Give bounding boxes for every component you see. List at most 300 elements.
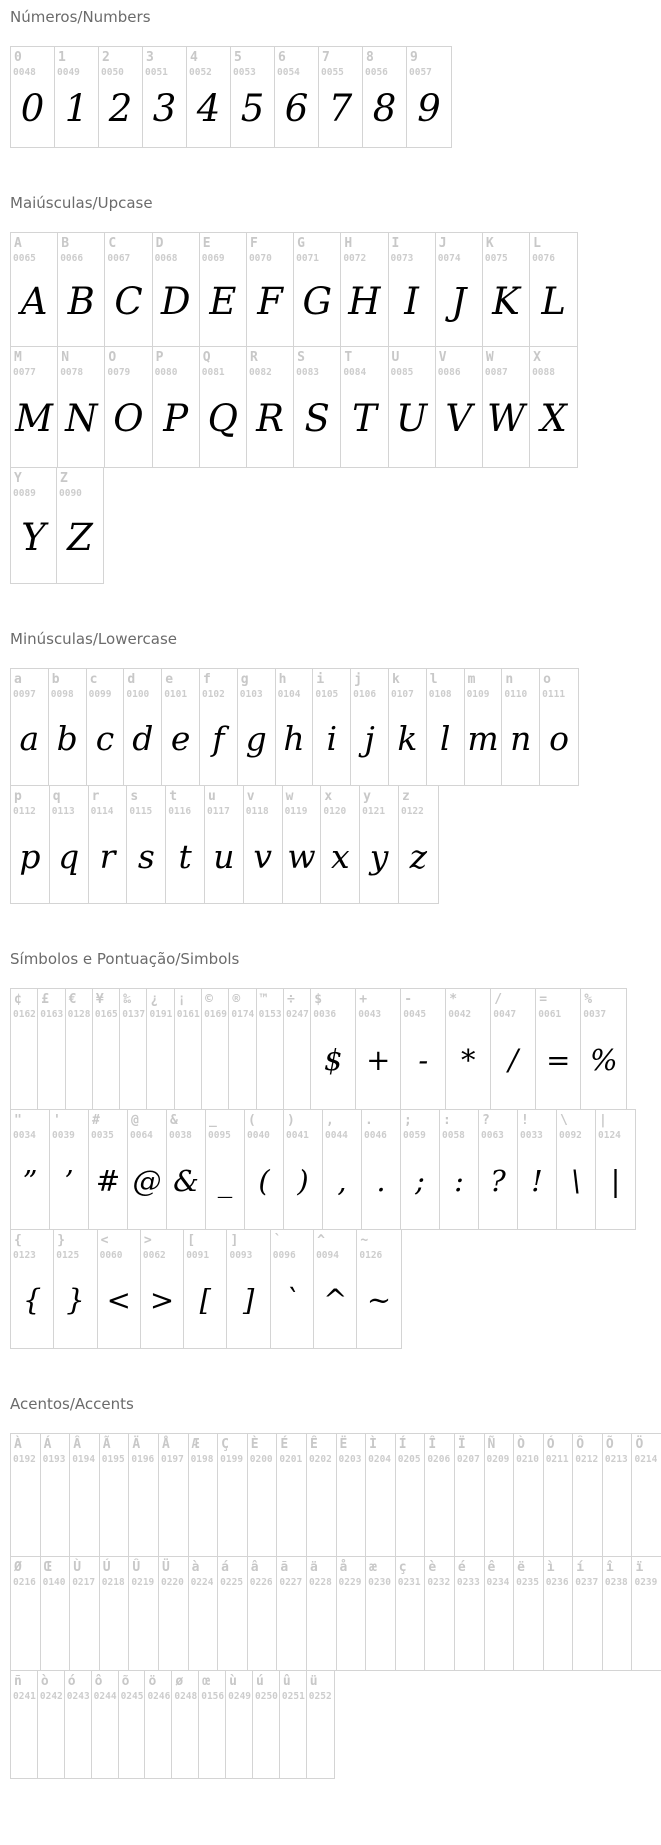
char-cell-0209	[485, 1434, 515, 1556]
char-cell-0034	[11, 1110, 50, 1229]
char-glyph: ,	[337, 1163, 347, 1198]
char-cell-0238	[603, 1557, 633, 1670]
char-unicode-code: 0233	[456, 1577, 480, 1588]
char-label: <	[100, 1233, 109, 1248]
char-label: (	[248, 1113, 256, 1128]
char-cell-0228	[307, 1557, 337, 1670]
char-label: Â	[73, 1437, 82, 1452]
char-unicode-code: 0220	[160, 1577, 184, 1588]
char-cell-0165	[93, 989, 120, 1109]
char-label: *	[449, 992, 458, 1007]
char-glyph: 8	[372, 87, 397, 130]
char-cell-0126	[357, 1230, 400, 1348]
char-label: D	[155, 236, 164, 251]
char-glyph: )	[297, 1163, 309, 1198]
char-unicode-code: 0042	[448, 1009, 472, 1020]
char-glyph: 2	[108, 87, 133, 130]
char-cell-0201	[277, 1434, 307, 1556]
char-label: Ù	[73, 1560, 82, 1575]
char-label: ©	[205, 992, 213, 1007]
char-unicode-code: 0043	[358, 1009, 382, 1020]
char-label: ;	[404, 1113, 412, 1128]
char-cell-0110	[502, 669, 540, 785]
char-glyph: W	[486, 397, 525, 440]
char-cell-0207	[455, 1434, 485, 1556]
char-cell-0174	[229, 989, 256, 1109]
char-unicode-code: 0072	[343, 253, 367, 264]
char-cell-0105	[313, 669, 351, 785]
char-label: Æ	[191, 1437, 200, 1452]
char-unicode-code: 0039	[52, 1130, 75, 1141]
char-unicode-code: 0052	[189, 67, 212, 78]
char-cell-0038	[167, 1110, 206, 1229]
char-label: o	[543, 672, 551, 687]
char-unicode-code: 0035	[91, 1130, 114, 1141]
char-cell-0064	[128, 1110, 167, 1229]
char-label: H	[344, 236, 353, 251]
char-unicode-code: 0066	[60, 253, 84, 264]
char-glyph	[41, 1465, 70, 1556]
char-unicode-code: 0196	[131, 1454, 155, 1465]
char-label: 7	[322, 50, 330, 65]
char-label: ò	[40, 1674, 49, 1689]
char-glyph: 0	[20, 87, 45, 130]
char-cell-0123	[11, 1230, 54, 1348]
char-unicode-code: 0226	[249, 1577, 273, 1588]
char-unicode-code: 0080	[154, 367, 178, 378]
char-glyph	[425, 1588, 454, 1670]
char-cell-0198	[189, 1434, 219, 1556]
char-unicode-code: 0091	[186, 1250, 210, 1261]
char-unicode-code: 0079	[107, 367, 131, 378]
char-unicode-code: 0078	[60, 367, 84, 378]
glyph-row	[10, 1670, 335, 1779]
char-glyph	[41, 1588, 70, 1670]
char-glyph: $	[324, 1043, 343, 1077]
char-unicode-code: 0088	[532, 367, 555, 378]
char-label: P	[155, 350, 164, 365]
char-unicode-code: 0110	[504, 689, 528, 700]
char-glyph: O	[113, 397, 144, 440]
char-label: Í	[398, 1437, 407, 1452]
char-unicode-code: 0034	[13, 1130, 36, 1141]
char-label: h	[278, 672, 287, 687]
char-glyph: *	[461, 1043, 476, 1077]
char-label: [	[187, 1233, 196, 1248]
char-label: x	[324, 789, 333, 804]
char-unicode-code: 0207	[456, 1454, 480, 1465]
char-cell-0080	[153, 347, 200, 467]
char-glyph: |	[610, 1163, 621, 1198]
char-unicode-code: 0198	[190, 1454, 214, 1465]
char-unicode-code: 0227	[279, 1577, 303, 1588]
char-label: y	[363, 789, 371, 804]
char-unicode-code: 0041	[286, 1130, 309, 1141]
char-unicode-code: 0074	[437, 253, 461, 264]
char-glyph	[544, 1465, 573, 1556]
glyph-row	[10, 668, 579, 786]
char-cell-0213	[603, 1434, 633, 1556]
char-unicode-code: 0122	[400, 806, 424, 817]
char-unicode-code: 0124	[598, 1130, 621, 1141]
char-glyph	[11, 1020, 37, 1109]
char-label: €	[68, 992, 77, 1007]
char-unicode-code: 0114	[90, 806, 114, 817]
char-cell-0053	[231, 47, 275, 147]
char-glyph: E	[209, 279, 237, 323]
char-label: v	[246, 789, 255, 804]
char-unicode-code: 0251	[281, 1691, 305, 1702]
char-glyph: `	[284, 1283, 300, 1317]
char-unicode-code: 0103	[239, 689, 263, 700]
char-unicode-code: 0230	[368, 1577, 392, 1588]
char-cell-0163	[38, 989, 65, 1109]
char-label: )	[287, 1113, 295, 1128]
char-cell-0217	[70, 1557, 100, 1670]
char-glyph	[159, 1588, 188, 1670]
char-glyph	[93, 1020, 119, 1109]
char-glyph	[277, 1588, 306, 1670]
char-glyph	[425, 1465, 454, 1556]
char-cell-0044	[323, 1110, 362, 1229]
char-label: Ö	[635, 1437, 644, 1452]
char-glyph: k	[397, 719, 418, 758]
char-label: ¿	[150, 992, 159, 1007]
char-unicode-code: 0118	[245, 806, 269, 817]
char-label: k	[391, 672, 400, 687]
char-cell-0104	[276, 669, 314, 785]
char-unicode-code: 0096	[272, 1250, 296, 1261]
char-glyph: P	[163, 397, 189, 440]
char-glyph: D	[160, 279, 191, 323]
char-glyph	[202, 1020, 228, 1109]
char-unicode-code: 0156	[201, 1691, 225, 1702]
char-unicode-code: 0194	[72, 1454, 96, 1465]
char-label: ô	[94, 1674, 103, 1689]
char-glyph: m	[467, 719, 499, 758]
char-cell-0113	[50, 786, 89, 903]
char-cell-0203	[337, 1434, 367, 1556]
char-cell-0124	[596, 1110, 635, 1229]
char-cell-0109	[465, 669, 503, 785]
char-label: |	[599, 1113, 607, 1128]
char-cell-0211	[544, 1434, 574, 1556]
char-label: û	[282, 1674, 291, 1689]
char-label: J	[438, 236, 447, 251]
char-glyph	[199, 1702, 225, 1778]
char-unicode-code: 0037	[583, 1009, 607, 1020]
char-unicode-code: 0204	[368, 1454, 392, 1465]
char-glyph: w	[287, 836, 316, 876]
char-glyph	[11, 1588, 40, 1670]
char-label: w	[285, 789, 294, 804]
char-unicode-code: 0213	[604, 1454, 628, 1465]
char-cell-0246	[145, 1671, 172, 1778]
char-glyph	[218, 1588, 247, 1670]
char-glyph	[119, 1702, 145, 1778]
char-unicode-code: 0214	[634, 1454, 658, 1465]
section-title-accents: Acentos/Accents	[10, 1395, 134, 1413]
char-unicode-code: 0051	[145, 67, 168, 78]
char-cell-0111	[540, 669, 578, 785]
char-cell-0224	[189, 1557, 219, 1670]
char-label: ‰	[123, 992, 132, 1007]
char-unicode-code: 0033	[520, 1130, 543, 1141]
char-cell-0194	[70, 1434, 100, 1556]
char-unicode-code: 0112	[13, 806, 36, 817]
char-label: +	[359, 992, 368, 1007]
char-label: @	[131, 1113, 139, 1128]
char-glyph: c	[95, 719, 115, 758]
char-glyph	[632, 1465, 661, 1556]
char-unicode-code: 0199	[220, 1454, 244, 1465]
char-glyph: a	[19, 719, 40, 758]
char-glyph	[11, 1702, 37, 1778]
char-cell-0033	[518, 1110, 557, 1229]
char-cell-0072	[341, 233, 388, 346]
char-glyph: 1	[64, 87, 89, 130]
char-unicode-code: 0062	[142, 1250, 166, 1261]
char-cell-0082	[247, 347, 294, 467]
char-glyph: =	[546, 1043, 571, 1077]
char-unicode-code: 0063	[481, 1130, 504, 1141]
char-label: Õ	[605, 1437, 614, 1452]
char-glyph: d	[132, 719, 154, 758]
char-glyph	[248, 1465, 277, 1556]
section-symbols	[10, 950, 661, 1349]
char-label: Ã	[102, 1437, 111, 1452]
char-cell-0097	[11, 669, 49, 785]
char-unicode-code: 0069	[201, 253, 225, 264]
char-unicode-code: 0102	[201, 689, 225, 700]
char-cell-0061	[536, 989, 581, 1109]
char-label: Ø	[14, 1560, 22, 1575]
char-unicode-code: 0165	[94, 1009, 118, 1020]
char-label: u	[207, 789, 216, 804]
char-cell-0193	[41, 1434, 71, 1556]
char-cell-0083	[294, 347, 341, 467]
char-cell-0220	[159, 1557, 189, 1670]
char-glyph: L	[541, 279, 566, 323]
char-cell-0085	[389, 347, 436, 467]
char-cell-0248	[172, 1671, 199, 1778]
char-unicode-code: 0095	[208, 1130, 231, 1141]
char-label: ê	[487, 1560, 496, 1575]
char-label: q	[52, 789, 61, 804]
char-cell-0236	[544, 1557, 574, 1670]
char-unicode-code: 0111	[542, 689, 566, 700]
char-cell-0125	[54, 1230, 97, 1348]
char-glyph: z	[409, 836, 428, 876]
char-glyph	[366, 1465, 395, 1556]
char-glyph: (	[258, 1163, 270, 1198]
char-cell-0094	[314, 1230, 357, 1348]
char-unicode-code: 0239	[634, 1577, 658, 1588]
char-cell-0068	[153, 233, 200, 346]
char-unicode-code: 0224	[190, 1577, 214, 1588]
char-cell-0107	[389, 669, 427, 785]
char-glyph: ’	[64, 1163, 74, 1198]
character-map-sections	[10, 8, 661, 1779]
char-glyph	[544, 1588, 573, 1670]
char-cell-0096	[271, 1230, 314, 1348]
section-lowercase	[10, 630, 661, 904]
char-glyph	[159, 1465, 188, 1556]
char-unicode-code: 0101	[164, 689, 188, 700]
char-glyph	[603, 1588, 632, 1670]
char-glyph	[129, 1465, 158, 1556]
char-glyph: ?	[490, 1163, 506, 1198]
char-unicode-code: 0117	[206, 806, 230, 817]
char-unicode-code: 0234	[486, 1577, 510, 1588]
char-glyph: g	[245, 719, 267, 758]
char-unicode-code: 0089	[13, 488, 36, 499]
char-glyph: }	[66, 1283, 85, 1317]
char-label: î	[605, 1560, 614, 1575]
char-cell-0199	[218, 1434, 248, 1556]
char-unicode-code: 0216	[13, 1577, 36, 1588]
char-label: ù	[229, 1674, 237, 1689]
char-glyph: 6	[284, 87, 309, 130]
char-unicode-code: 0060	[99, 1250, 123, 1261]
char-cell-0205	[396, 1434, 426, 1556]
char-label: %	[584, 992, 593, 1007]
glyph-row	[10, 1433, 661, 1557]
char-unicode-code: 0232	[427, 1577, 451, 1588]
char-glyph: H	[348, 279, 381, 323]
char-cell-0230	[366, 1557, 396, 1670]
char-glyph: s	[137, 836, 155, 876]
char-unicode-code: 0049	[57, 67, 80, 78]
char-glyph: \	[571, 1163, 581, 1198]
char-cell-0119	[283, 786, 322, 903]
char-unicode-code: 0247	[285, 1009, 309, 1020]
glyph-row	[10, 346, 578, 468]
char-unicode-code: 0169	[204, 1009, 227, 1020]
char-label: ¥	[95, 992, 104, 1007]
char-label: å	[339, 1560, 348, 1575]
char-glyph: J	[451, 279, 467, 323]
char-label: ö	[148, 1674, 157, 1689]
char-unicode-code: 0105	[315, 689, 339, 700]
char-unicode-code: 0193	[42, 1454, 66, 1465]
char-cell-0079	[105, 347, 152, 467]
char-label: l	[429, 672, 438, 687]
char-cell-0077	[11, 347, 58, 467]
char-cell-0073	[389, 233, 436, 346]
char-unicode-code: 0209	[486, 1454, 510, 1465]
char-glyph	[70, 1588, 99, 1670]
char-unicode-code: 0087	[484, 367, 508, 378]
char-cell-0229	[337, 1557, 367, 1670]
char-label: O	[108, 350, 117, 365]
char-glyph: 3	[152, 87, 177, 130]
char-glyph: U	[396, 397, 428, 440]
char-label: £	[41, 992, 50, 1007]
char-cell-0161	[175, 989, 202, 1109]
char-cell-0249	[226, 1671, 253, 1778]
char-unicode-code: 0248	[174, 1691, 198, 1702]
char-label: á	[221, 1560, 229, 1575]
char-label: .	[365, 1113, 373, 1128]
char-glyph	[147, 1020, 173, 1109]
char-glyph	[485, 1465, 514, 1556]
char-glyph	[175, 1020, 201, 1109]
char-glyph: N	[65, 397, 98, 440]
section-numbers	[10, 8, 661, 148]
char-unicode-code: 0070	[248, 253, 272, 264]
char-cell-0071	[294, 233, 341, 346]
char-label: j	[354, 672, 362, 687]
char-glyph: F	[257, 279, 283, 323]
char-label: z	[401, 789, 410, 804]
char-cell-0074	[436, 233, 483, 346]
char-glyph: &	[173, 1163, 199, 1198]
char-unicode-code: 0071	[296, 253, 320, 264]
char-label: õ	[121, 1674, 130, 1689]
char-cell-0117	[205, 786, 244, 903]
char-glyph: 4	[196, 87, 221, 130]
char-glyph	[514, 1465, 543, 1556]
char-cell-0108	[427, 669, 465, 785]
char-label: V	[438, 350, 447, 365]
char-label: 9	[410, 50, 418, 65]
char-label: {	[14, 1233, 22, 1248]
char-cell-0218	[100, 1557, 130, 1670]
char-cell-0153	[257, 989, 284, 1109]
char-label: ~	[360, 1233, 369, 1248]
char-unicode-code: 0210	[516, 1454, 539, 1465]
char-cell-0098	[49, 669, 87, 785]
char-glyph	[120, 1020, 146, 1109]
char-glyph: n	[510, 719, 532, 758]
char-glyph: <	[106, 1283, 131, 1317]
char-cell-0076	[530, 233, 577, 346]
char-cell-0052	[187, 47, 231, 147]
char-label: c	[89, 672, 98, 687]
char-cell-0049	[55, 47, 99, 147]
char-cell-0081	[200, 347, 247, 467]
char-glyph: X	[540, 397, 567, 440]
section-title-lowercase: Minúsculas/Lowercase	[10, 630, 178, 648]
char-unicode-code: 0217	[72, 1577, 96, 1588]
char-unicode-code: 0055	[321, 67, 344, 78]
char-cell-0036	[311, 989, 356, 1109]
char-unicode-code: 0047	[493, 1009, 517, 1020]
char-label: À	[14, 1437, 22, 1452]
char-cell-0093	[227, 1230, 270, 1348]
char-unicode-code: 0048	[13, 67, 36, 78]
char-unicode-code: 0246	[147, 1691, 171, 1702]
char-unicode-code: 0036	[313, 1009, 337, 1020]
char-label: R	[249, 350, 258, 365]
char-glyph	[455, 1465, 484, 1556]
char-unicode-code: 0212	[575, 1454, 599, 1465]
char-glyph	[189, 1588, 218, 1670]
char-cell-0244	[92, 1671, 119, 1778]
char-label: Ì	[369, 1437, 377, 1452]
char-label: 3	[146, 50, 154, 65]
char-unicode-code: 0086	[437, 367, 461, 378]
char-label: _	[209, 1113, 217, 1128]
char-glyph	[92, 1702, 118, 1778]
char-cell-0092	[557, 1110, 596, 1229]
char-label: ÷	[286, 992, 295, 1007]
char-label: ,	[326, 1113, 334, 1128]
char-glyph: A	[20, 279, 48, 323]
char-unicode-code: 0237	[575, 1577, 599, 1588]
char-glyph	[100, 1588, 129, 1670]
